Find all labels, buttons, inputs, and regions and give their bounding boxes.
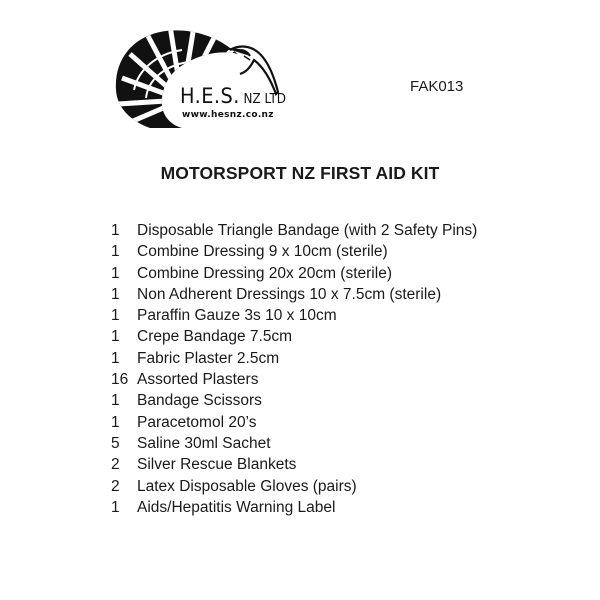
item-quantity: 2: [111, 456, 120, 474]
item-quantity: 1: [111, 349, 120, 367]
list-item: [111, 497, 477, 518]
item-description: Non Adherent Dressings 10 x 7.5cm (sterile): [137, 285, 442, 303]
list-item: [111, 369, 477, 390]
item-description: Paracetomol 20’s: [137, 413, 257, 431]
company-name: H.E.S. NZ LTD: [180, 84, 287, 108]
item-description: Latex Disposable Gloves (pairs): [137, 477, 357, 495]
item-description: Fabric Plaster 2.5cm: [137, 349, 280, 367]
list-item: [111, 241, 477, 262]
item-quantity: 1: [111, 285, 120, 303]
item-description: Paraffin Gauze 3s 10 x 10cm: [137, 307, 337, 325]
item-quantity: 1: [111, 264, 120, 282]
item-quantity: 16: [111, 371, 129, 389]
list-item: [111, 433, 477, 454]
list-item: [111, 390, 477, 411]
item-description: Saline 30ml Sachet: [137, 434, 271, 452]
item-description: Combine Dressing 9 x 10cm (sterile): [137, 243, 388, 261]
list-item: [111, 305, 477, 326]
list-item: [111, 454, 477, 475]
item-quantity: 1: [111, 392, 120, 410]
item-quantity: 1: [111, 222, 120, 239]
item-description: Aids/Hepatitis Warning Label: [137, 498, 336, 516]
item-quantity: 1: [111, 243, 120, 261]
item-quantity: 1: [111, 413, 120, 431]
item-description: Bandage Scissors: [137, 392, 262, 410]
item-description: Crepe Bandage 7.5cm: [137, 328, 293, 346]
company-url: www.hesnz.co.nz: [182, 110, 274, 120]
product-code: FAK013: [410, 78, 464, 95]
document-title: MOTORSPORT NZ FIRST AID KIT: [160, 163, 440, 183]
item-quantity: 2: [111, 477, 120, 495]
company-logo: [112, 20, 292, 132]
list-item: [111, 326, 477, 347]
list-item: [111, 348, 477, 369]
item-description: Silver Rescue Blankets: [137, 456, 297, 474]
list-item: [111, 412, 477, 433]
item-quantity: 1: [111, 328, 120, 346]
item-description: Disposable Triangle Bandage (with 2 Safety Pins): [137, 222, 478, 239]
list-item: [111, 284, 477, 305]
item-quantity: 1: [111, 307, 120, 325]
kit-contents-list: [111, 220, 477, 518]
item-quantity: 5: [111, 434, 120, 452]
list-item: [111, 220, 477, 241]
item-description: Assorted Plasters: [137, 371, 259, 389]
item-description: Combine Dressing 20x 20cm (sterile): [137, 264, 392, 282]
item-quantity: 1: [111, 498, 120, 516]
list-item: [111, 263, 477, 284]
list-item: [111, 476, 477, 497]
